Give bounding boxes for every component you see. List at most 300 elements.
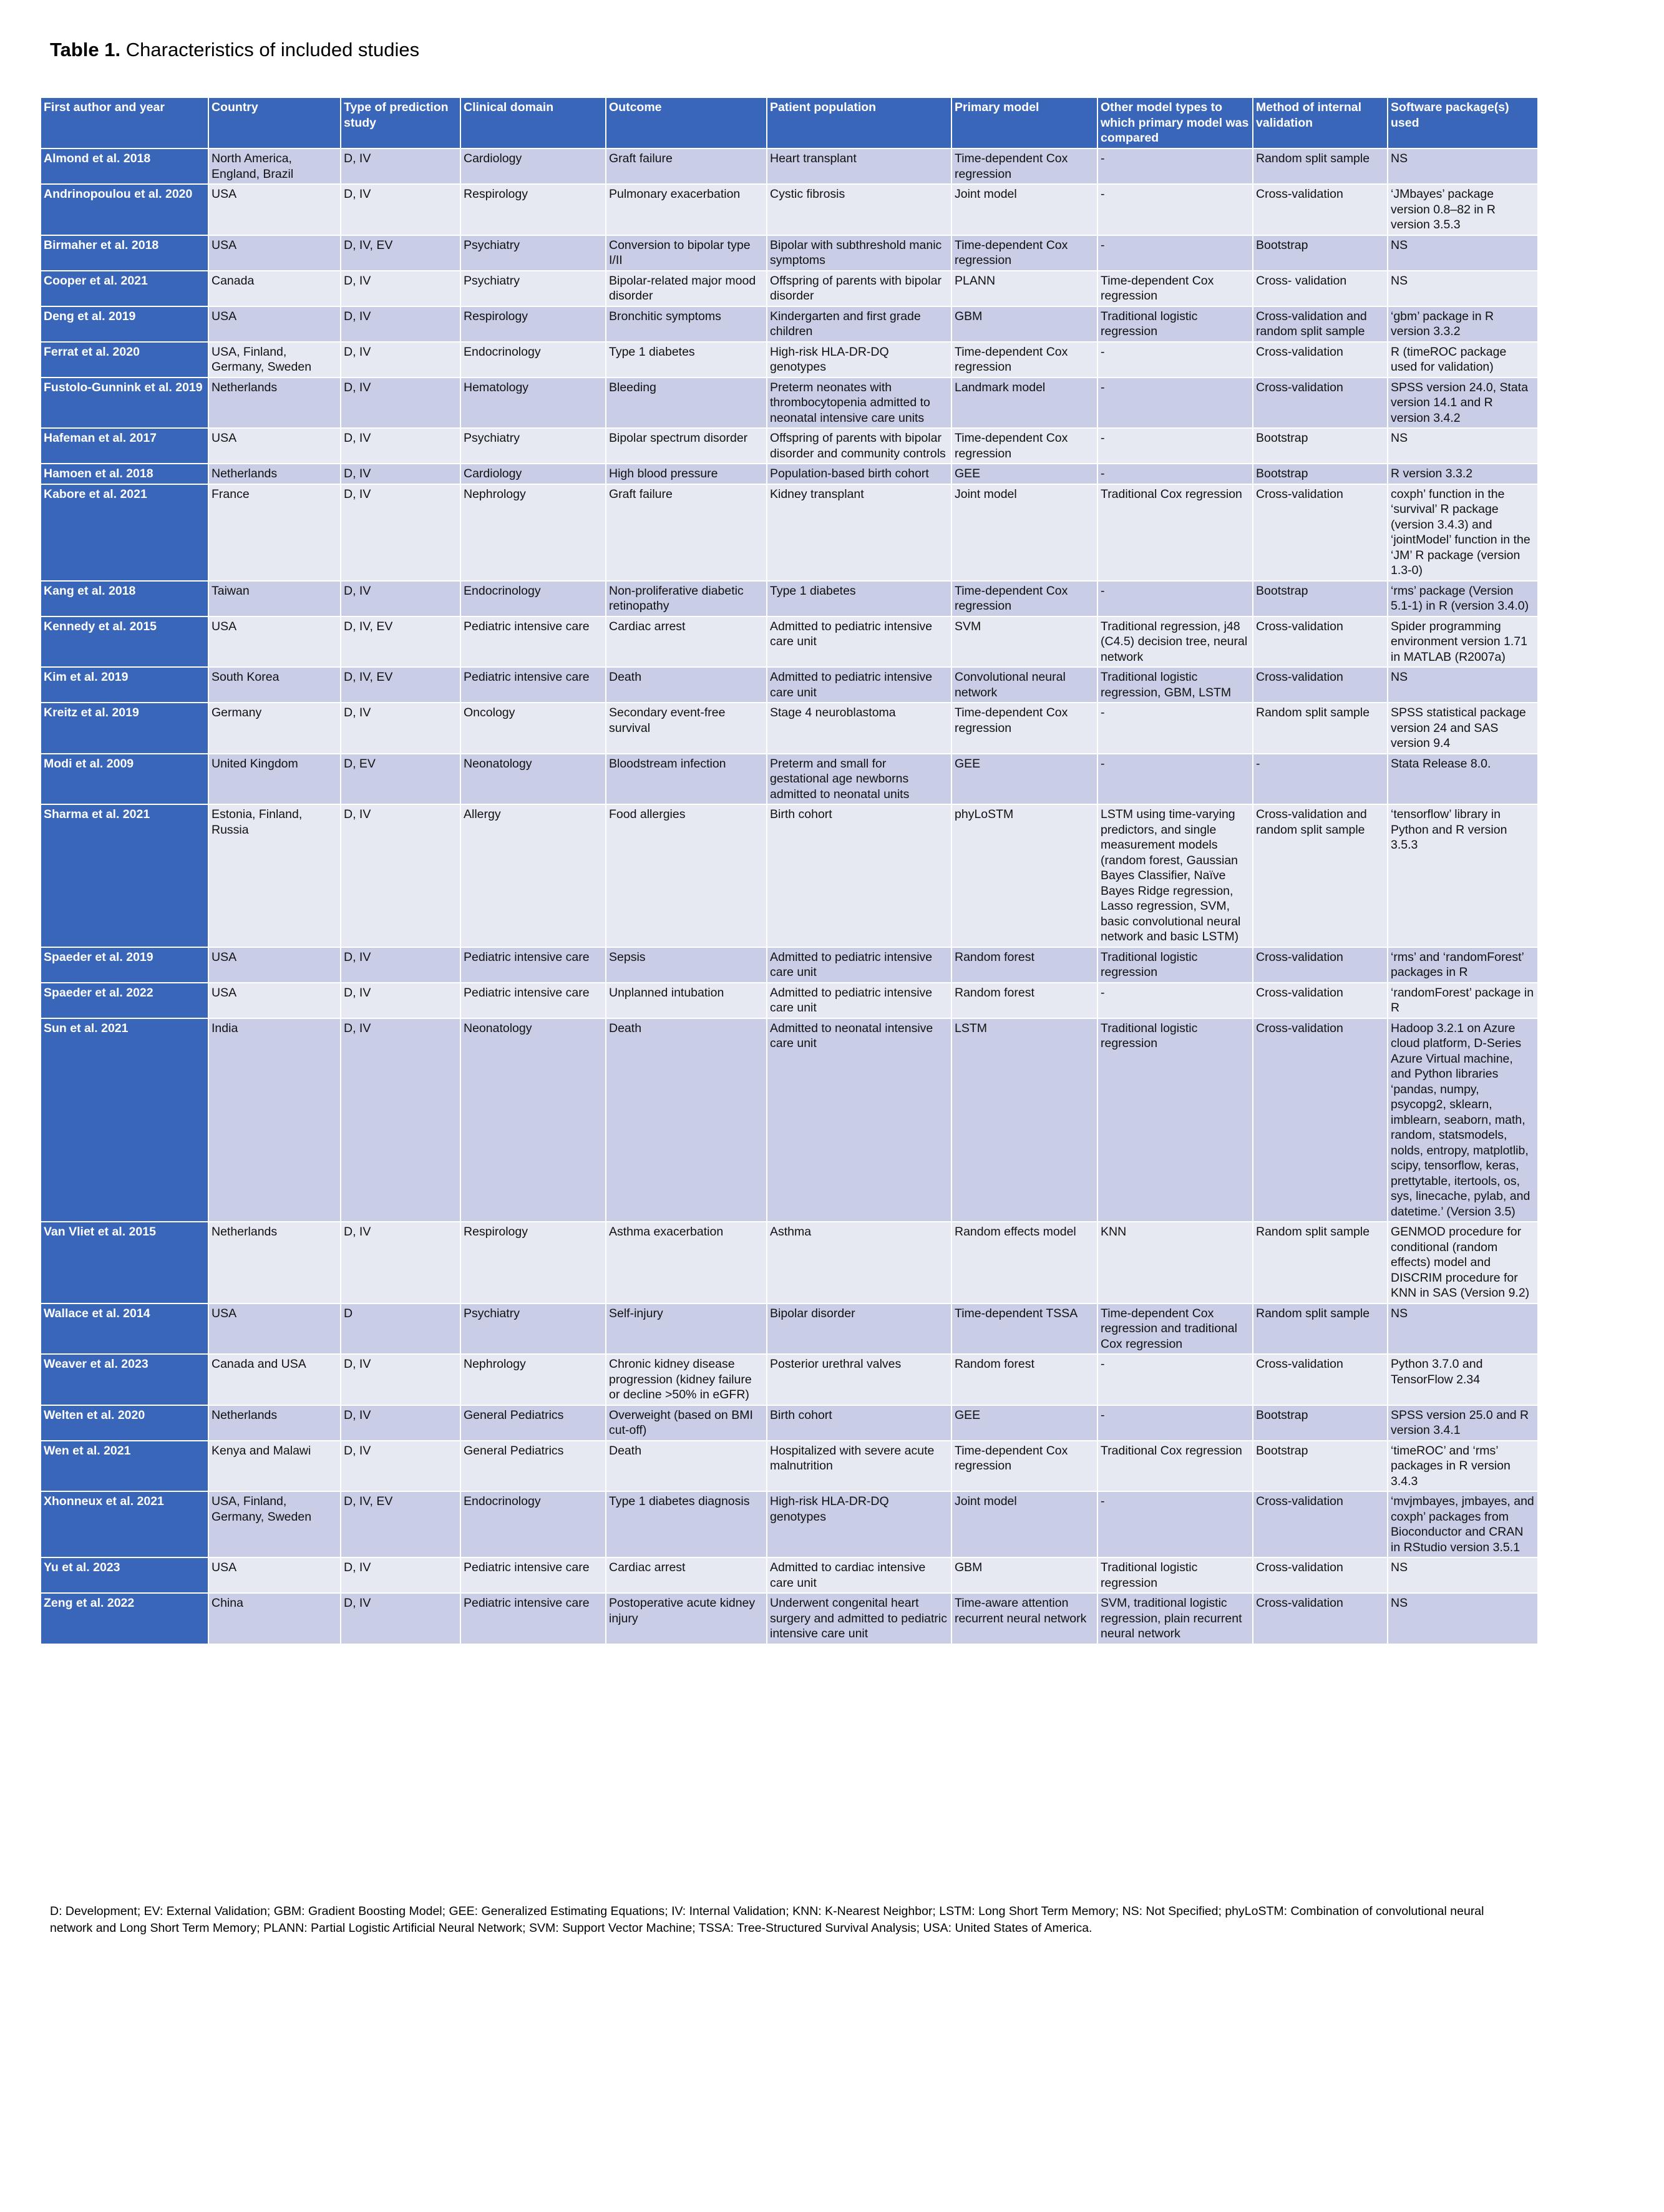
table-cell: Zeng et al. 2022 (41, 1594, 208, 1644)
table-cell: Time-dependent Cox regression (952, 236, 1097, 270)
table-cell: Random split sample (1253, 149, 1387, 183)
table-cell: Birth cohort (767, 1406, 951, 1440)
table-cell: Posterior urethral valves (767, 1355, 951, 1405)
table-cell: Population-based birth cohort (767, 464, 951, 484)
table-cell: SPSS version 24.0, Stata version 14.1 and R version 3.4.2 (1388, 378, 1537, 428)
table-cell: D, IV (341, 429, 460, 463)
table-row (41, 668, 1537, 702)
table-cell: Death (606, 1441, 766, 1491)
table-row (41, 983, 1537, 1018)
table-cell: Joint model (952, 185, 1097, 235)
table-cell: Time-dependent Cox regression (952, 429, 1097, 463)
table-cell: Deng et al. 2019 (41, 307, 208, 341)
table-cell: Spaeder et al. 2022 (41, 983, 208, 1018)
table-cell: Cross-validation and random split sample (1253, 307, 1387, 341)
table-cell: Cardiology (461, 464, 605, 484)
table-cell: Bootstrap (1253, 464, 1387, 484)
column-header: Clinical domain (461, 98, 605, 148)
table-cell: PLANN (952, 271, 1097, 306)
table-cell: SPSS version 25.0 and R version 3.4.1 (1388, 1406, 1537, 1440)
table-cell: Traditional logistic regression, GBM, LSTM (1098, 668, 1252, 702)
table-cell: Kang et al. 2018 (41, 582, 208, 616)
table-cell: Psychiatry (461, 1304, 605, 1354)
table-cell: Bipolar spectrum disorder (606, 429, 766, 463)
table-row (41, 464, 1537, 484)
table-cell: Nephrology (461, 485, 605, 580)
table-cell: GBM (952, 1558, 1097, 1592)
table-cell: D (341, 1304, 460, 1354)
table-cell: Pediatric intensive care (461, 948, 605, 982)
table-cell: NS (1388, 271, 1537, 306)
table-cell: D, IV, EV (341, 668, 460, 702)
table-cell: Cardiac arrest (606, 617, 766, 667)
table-cell: D, IV (341, 1406, 460, 1440)
table-cell: Cardiac arrest (606, 1558, 766, 1592)
table-cell: - (1098, 185, 1252, 235)
table-body (41, 149, 1537, 1644)
table-cell: GENMOD procedure for conditional (random effects) model and DISCRIM procedure for KNN in SAS (Version 9.2) (1388, 1222, 1537, 1303)
table-cell: Time-dependent Cox regression (1098, 271, 1252, 306)
table-cell: Graft failure (606, 485, 766, 580)
table-cell: Time-dependent Cox regression (952, 343, 1097, 377)
table-row (41, 582, 1537, 616)
column-header: First author and year (41, 98, 208, 148)
table-cell: Sharma et al. 2021 (41, 805, 208, 947)
table-cell: Neonatology (461, 754, 605, 804)
column-header: Software package(s) used (1388, 98, 1537, 148)
table-cell: Kenya and Malawi (209, 1441, 340, 1491)
table-cell: NS (1388, 668, 1537, 702)
table-cell: NS (1388, 1594, 1537, 1644)
table-row (41, 1492, 1537, 1557)
table-cell: ‘timeROC’ and ‘rms’ packages in R version 3.4.3 (1388, 1441, 1537, 1491)
table-cell: phyLoSTM (952, 805, 1097, 947)
table-row (41, 703, 1537, 753)
table-cell: Netherlands (209, 378, 340, 428)
table-cell: Wallace et al. 2014 (41, 1304, 208, 1354)
table-cell: D, IV, EV (341, 236, 460, 270)
table-cell: Almond et al. 2018 (41, 149, 208, 183)
table-cell: Cross-validation (1253, 343, 1387, 377)
table-cell: SVM, traditional logistic regression, plain recurrent neural network (1098, 1594, 1252, 1644)
table-cell: LSTM using time-varying predictors, and single measurement models (random forest, Gaussian Bayes Classifier, Naïve Bayes Ridge regression, Lasso regression, SVM, basic convolutional neural network and basic LSTM) (1098, 805, 1252, 947)
table-cell: Overweight (based on BMI cut-off) (606, 1406, 766, 1440)
table-row (41, 485, 1537, 580)
table-cell: Pediatric intensive care (461, 983, 605, 1018)
table-cell: High-risk HLA-DR-DQ genotypes (767, 343, 951, 377)
table-cell: Hafeman et al. 2017 (41, 429, 208, 463)
table-cell: Kennedy et al. 2015 (41, 617, 208, 667)
table-cell: Sun et al. 2021 (41, 1019, 208, 1222)
table-cell: Cross-validation (1253, 948, 1387, 982)
table-cell: Netherlands (209, 1222, 340, 1303)
table-cell: Respirology (461, 1222, 605, 1303)
table-cell: Birmaher et al. 2018 (41, 236, 208, 270)
table-cell: Traditional logistic regression (1098, 1558, 1252, 1592)
table-cell: Preterm neonates with thrombocytopenia admitted to neonatal intensive care units (767, 378, 951, 428)
table-cell: Andrinopoulou et al. 2020 (41, 185, 208, 235)
table-cell: D, IV, EV (341, 617, 460, 667)
table-cell: Random split sample (1253, 1222, 1387, 1303)
table-row (41, 271, 1537, 306)
table-cell: Cooper et al. 2021 (41, 271, 208, 306)
table-cell: Heart transplant (767, 149, 951, 183)
table-cell: Pediatric intensive care (461, 617, 605, 667)
table-cell: ‘tensorflow’ library in Python and R version 3.5.3 (1388, 805, 1537, 947)
table-cell: USA, Finland, Germany, Sweden (209, 1492, 340, 1557)
table-cell: USA (209, 307, 340, 341)
table-cell: Type 1 diabetes (606, 343, 766, 377)
column-header: Country (209, 98, 340, 148)
table-cell: Endocrinology (461, 582, 605, 616)
table-footnote: D: Development; EV: External Validation; GBM: Gradient Boosting Model; GEE: Generalized Estimating Equations; IV: Internal Validation; KNN: K-Nearest Neighbor; LSTM: Long Short Term Memory; NS: Not Specified; phyLoSTM: Combination of convolutional neural network and Long Short Term Memory; PLANN: Partial Logistic Artificial Neural Network; SVM: Support Vector Machine; TSSA: Tree-Structured Survival Analysis; USA: United States of America. (50, 1904, 1484, 1935)
table-cell: - (1253, 754, 1387, 804)
table-cell: - (1098, 983, 1252, 1018)
table-cell: D, IV (341, 1441, 460, 1491)
table-cell: Endocrinology (461, 343, 605, 377)
table-cell: Traditional logistic regression (1098, 1019, 1252, 1222)
table-cell: Endocrinology (461, 1492, 605, 1557)
table-cell: General Pediatrics (461, 1406, 605, 1440)
table-cell: Cross-validation (1253, 185, 1387, 235)
table-cell: Yu et al. 2023 (41, 1558, 208, 1592)
table-cell: ‘JMbayes’ package version 0.8–82 in R version 3.5.3 (1388, 185, 1537, 235)
table-cell: GEE (952, 1406, 1097, 1440)
table-cell: Landmark model (952, 378, 1097, 428)
table-cell: USA (209, 983, 340, 1018)
table-row (41, 754, 1537, 804)
table-cell: - (1098, 1492, 1252, 1557)
table-cell: Cardiology (461, 149, 605, 183)
table-row (41, 1558, 1537, 1592)
table-cell: USA (209, 429, 340, 463)
table-cell: Admitted to neonatal intensive care unit (767, 1019, 951, 1222)
table-cell: Respirology (461, 185, 605, 235)
table-cell: Time-dependent Cox regression (952, 582, 1097, 616)
table-cell: Cross-validation (1253, 1558, 1387, 1592)
table-cell: Kabore et al. 2021 (41, 485, 208, 580)
table-cell: D, IV (341, 1019, 460, 1222)
table-row (41, 307, 1537, 341)
table-row (41, 1304, 1537, 1354)
table-cell: Death (606, 668, 766, 702)
table-row (41, 185, 1537, 235)
table-cell: Cross-validation (1253, 1594, 1387, 1644)
table-cell: - (1098, 582, 1252, 616)
studies-table (40, 97, 1539, 1645)
table-cell: Spaeder et al. 2019 (41, 948, 208, 982)
table-cell: D, IV (341, 485, 460, 580)
table-cell: Hospitalized with severe acute malnutrition (767, 1441, 951, 1491)
table-cell: ‘rms’ package (Version 5.1-1) in R (version 3.4.0) (1388, 582, 1537, 616)
table-row (41, 1441, 1537, 1491)
column-header: Other model types to which primary model was compared (1098, 98, 1252, 148)
table-cell: Chronic kidney disease progression (kidney failure or decline >50% in eGFR) (606, 1355, 766, 1405)
table-cell: Bloodstream infection (606, 754, 766, 804)
column-header: Method of internal validation (1253, 98, 1387, 148)
column-header: Type of prediction study (341, 98, 460, 148)
table-cell: Bipolar-related major mood disorder (606, 271, 766, 306)
table-cell: Death (606, 1019, 766, 1222)
table-cell: D, IV (341, 1558, 460, 1592)
table-cell: D, IV (341, 948, 460, 982)
table-cell: D, IV (341, 983, 460, 1018)
table-cell: North America, England, Brazil (209, 149, 340, 183)
table-cell: Hadoop 3.2.1 on Azure cloud platform, D-Series Azure Virtual machine, and Python libraries ‘pandas, numpy, psycopg2, sklearn, imblearn, seaborn, math, random, statsmodels, nolds, entropy, matplotlib, scipy, tensorflow, keras, prettytable, itertools, os, sys, linecache, pylab, and datetime.’ (Version 3.5) (1388, 1019, 1537, 1222)
table-cell: D, IV (341, 149, 460, 183)
table-cell: Cross-validation (1253, 668, 1387, 702)
table-cell: Canada (209, 271, 340, 306)
table-caption-text: Characteristics of included studies (125, 39, 420, 61)
table-cell: Fustolo-Gunnink et al. 2019 (41, 378, 208, 428)
table-cell: NS (1388, 1558, 1537, 1592)
table-cell: Stata Release 8.0. (1388, 754, 1537, 804)
table-cell: Traditional Cox regression (1098, 485, 1252, 580)
table-cell: Bipolar disorder (767, 1304, 951, 1354)
table-cell: Ferrat et al. 2020 (41, 343, 208, 377)
table-cell: Preterm and small for gestational age newborns admitted to neonatal units (767, 754, 951, 804)
table-cell: - (1098, 429, 1252, 463)
table-cell: D, EV (341, 754, 460, 804)
table-cell: ‘rms’ and ‘randomForest’ packages in R (1388, 948, 1537, 982)
table-row (41, 1019, 1537, 1222)
table-cell: Admitted to pediatric intensive care unit (767, 983, 951, 1018)
table-cell: Type 1 diabetes diagnosis (606, 1492, 766, 1557)
table-cell: Bootstrap (1253, 582, 1387, 616)
table-cell: Admitted to cardiac intensive care unit (767, 1558, 951, 1592)
table-cell: D, IV (341, 1222, 460, 1303)
table-cell: Python 3.7.0 and TensorFlow 2.34 (1388, 1355, 1537, 1405)
table-cell: Oncology (461, 703, 605, 753)
table-cell: Wen et al. 2021 (41, 1441, 208, 1491)
table-cell: Random forest (952, 1355, 1097, 1405)
table-cell: Pulmonary exacerbation (606, 185, 766, 235)
table-cell: - (1098, 378, 1252, 428)
table-cell: Time-dependent TSSA (952, 1304, 1097, 1354)
table-cell: Pediatric intensive care (461, 668, 605, 702)
table-cell: Conversion to bipolar type I/II (606, 236, 766, 270)
table-cell: Spider programming environment version 1.71 in MATLAB (R2007a) (1388, 617, 1537, 667)
table-cell: Welten et al. 2020 (41, 1406, 208, 1440)
table-cell: Kidney transplant (767, 485, 951, 580)
table-row (41, 1222, 1537, 1303)
table-cell: Hematology (461, 378, 605, 428)
table-cell: Netherlands (209, 464, 340, 484)
table-cell: Admitted to pediatric intensive care unit (767, 948, 951, 982)
table-cell: Cross-validation (1253, 485, 1387, 580)
table-cell: D, IV, EV (341, 1492, 460, 1557)
table-cell: General Pediatrics (461, 1441, 605, 1491)
table-row (41, 948, 1537, 982)
table-cell: Bipolar with subthreshold manic symptoms (767, 236, 951, 270)
table-cell: Stage 4 neuroblastoma (767, 703, 951, 753)
table-cell: Unplanned intubation (606, 983, 766, 1018)
table-cell: Sepsis (606, 948, 766, 982)
table-cell: Psychiatry (461, 429, 605, 463)
table-cell: Offspring of parents with bipolar disorder and community controls (767, 429, 951, 463)
table-cell: USA (209, 948, 340, 982)
table-row (41, 1594, 1537, 1644)
table-cell: India (209, 1019, 340, 1222)
table-cell: Secondary event-free survival (606, 703, 766, 753)
table-cell: - (1098, 464, 1252, 484)
table-cell: GBM (952, 307, 1097, 341)
table-cell: Birth cohort (767, 805, 951, 947)
table-cell: Time-dependent Cox regression and traditional Cox regression (1098, 1304, 1252, 1354)
table-cell: Taiwan (209, 582, 340, 616)
table-cell: Offspring of parents with bipolar disorder (767, 271, 951, 306)
table-cell: Random split sample (1253, 1304, 1387, 1354)
table-cell: SVM (952, 617, 1097, 667)
table-cell: Neonatology (461, 1019, 605, 1222)
table-cell: Time-aware attention recurrent neural network (952, 1594, 1097, 1644)
table-cell: Cross-validation (1253, 1019, 1387, 1222)
table-cell: Cross-validation (1253, 1355, 1387, 1405)
table-cell: D, IV (341, 703, 460, 753)
table-cell: Self-injury (606, 1304, 766, 1354)
table-cell: Asthma exacerbation (606, 1222, 766, 1303)
table-cell: Pediatric intensive care (461, 1594, 605, 1644)
table-cell: Cross-validation (1253, 378, 1387, 428)
table-cell: Joint model (952, 1492, 1097, 1557)
table-cell: Food allergies (606, 805, 766, 947)
table-cell: Traditional logistic regression (1098, 307, 1252, 341)
table-cell: Cross-validation (1253, 1492, 1387, 1557)
table-cell: Graft failure (606, 149, 766, 183)
table-cell: Traditional logistic regression (1098, 948, 1252, 982)
table-row (41, 149, 1537, 183)
table-cell: D, IV (341, 307, 460, 341)
table-cell: SPSS statistical package version 24 and SAS version 9.4 (1388, 703, 1537, 753)
table-cell: Cross-validation and random split sample (1253, 805, 1387, 947)
table-cell: NS (1388, 149, 1537, 183)
table-cell: ‘gbm’ package in R version 3.3.2 (1388, 307, 1537, 341)
table-cell: - (1098, 754, 1252, 804)
table-cell: USA (209, 236, 340, 270)
table-cell: High-risk HLA-DR-DQ genotypes (767, 1492, 951, 1557)
table-cell: D, IV (341, 378, 460, 428)
table-cell: Xhonneux et al. 2021 (41, 1492, 208, 1557)
table-cell: Van Vliet et al. 2015 (41, 1222, 208, 1303)
table-cell: R version 3.3.2 (1388, 464, 1537, 484)
table-cell: - (1098, 236, 1252, 270)
table-header-row (41, 98, 1537, 148)
table-cell: Traditional regression, j48 (C4.5) decision tree, neural network (1098, 617, 1252, 667)
table-cell: GEE (952, 464, 1097, 484)
table-cell: Bootstrap (1253, 429, 1387, 463)
table-caption-label: Table 1. (50, 39, 121, 61)
table-cell: coxph’ function in the ‘survival’ R package (version 3.4.3) and ‘jointModel’ function in the ‘JM’ R package (version 1.3-0) (1388, 485, 1537, 580)
table-cell: Non-proliferative diabetic retinopathy (606, 582, 766, 616)
table-row (41, 343, 1537, 377)
table-cell: - (1098, 343, 1252, 377)
table-cell: Hamoen et al. 2018 (41, 464, 208, 484)
column-header: Outcome (606, 98, 766, 148)
table-row (41, 1406, 1537, 1440)
table-cell: GEE (952, 754, 1097, 804)
table-cell: Bootstrap (1253, 1406, 1387, 1440)
table-cell: LSTM (952, 1019, 1097, 1222)
column-header: Primary model (952, 98, 1097, 148)
table-cell: Allergy (461, 805, 605, 947)
table-cell: Psychiatry (461, 271, 605, 306)
table-cell: Netherlands (209, 1406, 340, 1440)
table-cell: Bleeding (606, 378, 766, 428)
table-row (41, 429, 1537, 463)
table-cell: Time-dependent Cox regression (952, 149, 1097, 183)
table-cell: Cross- validation (1253, 271, 1387, 306)
table-cell: Admitted to pediatric intensive care unit (767, 668, 951, 702)
table-cell: Random effects model (952, 1222, 1097, 1303)
table-cell: Kreitz et al. 2019 (41, 703, 208, 753)
table-cell: Cystic fibrosis (767, 185, 951, 235)
table-cell: USA (209, 185, 340, 235)
table-cell: Modi et al. 2009 (41, 754, 208, 804)
table-cell: R (timeROC package used for validation) (1388, 343, 1537, 377)
table-cell: France (209, 485, 340, 580)
table-cell: Germany (209, 703, 340, 753)
table-cell: Random split sample (1253, 703, 1387, 753)
table-cell: - (1098, 703, 1252, 753)
table-row (41, 617, 1537, 667)
table-cell: USA, Finland, Germany, Sweden (209, 343, 340, 377)
table-cell: Joint model (952, 485, 1097, 580)
table-cell: USA (209, 1304, 340, 1354)
table-cell: Pediatric intensive care (461, 1558, 605, 1592)
table-cell: Postoperative acute kidney injury (606, 1594, 766, 1644)
table-caption (50, 39, 419, 61)
table-cell: Canada and USA (209, 1355, 340, 1405)
table-row (41, 378, 1537, 428)
table-cell: Underwent congenital heart surgery and admitted to pediatric intensive care unit (767, 1594, 951, 1644)
table-cell: Random forest (952, 948, 1097, 982)
table-cell: South Korea (209, 668, 340, 702)
table-cell: D, IV (341, 271, 460, 306)
table-cell: D, IV (341, 185, 460, 235)
table-cell: - (1098, 149, 1252, 183)
table-cell: Estonia, Finland, Russia (209, 805, 340, 947)
table-cell: NS (1388, 1304, 1537, 1354)
table-cell: D, IV (341, 464, 460, 484)
table-cell: Nephrology (461, 1355, 605, 1405)
table-cell: Weaver et al. 2023 (41, 1355, 208, 1405)
table-cell: D, IV (341, 343, 460, 377)
table-cell: D, IV (341, 805, 460, 947)
table-cell: Convolutional neural network (952, 668, 1097, 702)
table-cell: Time-dependent Cox regression (952, 1441, 1097, 1491)
table-cell: ‘mvjmbayes, jmbayes, and coxph’ packages from Bioconductor and CRAN in RStudio version 3.5.1 (1388, 1492, 1537, 1557)
table-cell: D, IV (341, 582, 460, 616)
table-cell: Bronchitic symptoms (606, 307, 766, 341)
column-header: Patient population (767, 98, 951, 148)
table-row (41, 805, 1537, 947)
table-cell: USA (209, 617, 340, 667)
table-cell: China (209, 1594, 340, 1644)
table-cell: - (1098, 1355, 1252, 1405)
table-cell: NS (1388, 429, 1537, 463)
table-cell: Psychiatry (461, 236, 605, 270)
table-cell: D, IV (341, 1355, 460, 1405)
table-cell: ‘randomForest’ package in R (1388, 983, 1537, 1018)
table-cell: Cross-validation (1253, 983, 1387, 1018)
table-cell: United Kingdom (209, 754, 340, 804)
table-cell: Type 1 diabetes (767, 582, 951, 616)
table-cell: Kim et al. 2019 (41, 668, 208, 702)
table-cell: Bootstrap (1253, 236, 1387, 270)
table-cell: D, IV (341, 1594, 460, 1644)
table-cell: Admitted to pediatric intensive care unit (767, 617, 951, 667)
table-cell: Kindergarten and first grade children (767, 307, 951, 341)
